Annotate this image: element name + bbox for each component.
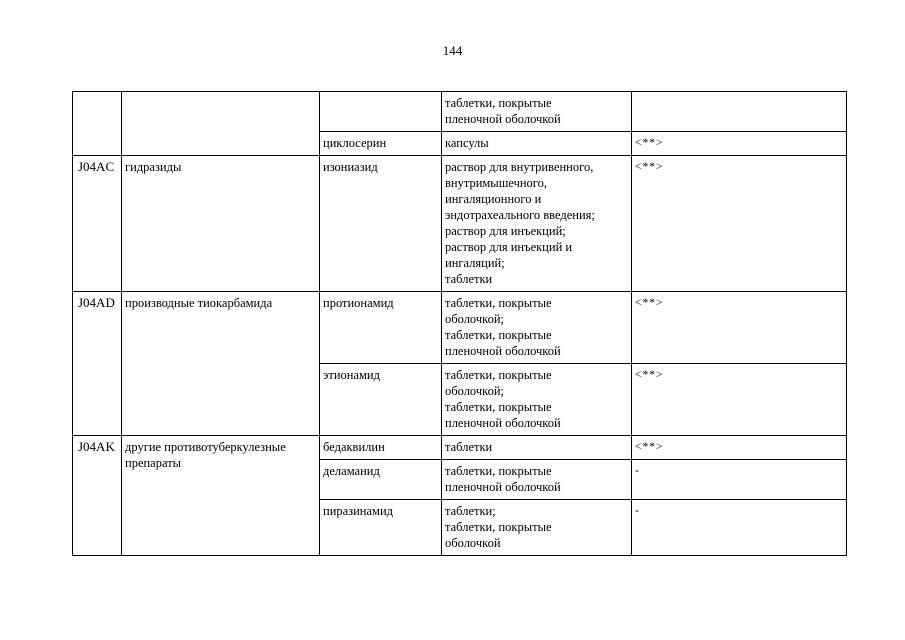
note-cell (632, 92, 847, 132)
dosage-form-line: оболочкой; (445, 312, 504, 326)
drug-name-cell: бедаквилин (320, 436, 442, 460)
dosage-form-line: капсулы (445, 136, 489, 150)
dosage-form-cell (442, 364, 632, 436)
note-cell: - (632, 500, 847, 556)
dosage-form-line: оболочкой (445, 536, 501, 550)
drug-name-cell: циклосерин (320, 132, 442, 156)
dosage-form-line: таблетки, покрытые (445, 400, 552, 414)
dosage-form-line: таблетки (445, 272, 493, 286)
drug-name-cell: изониазид (320, 156, 442, 292)
dosage-form-line: пленочной оболочкой (445, 480, 561, 494)
dosage-form-line: таблетки, покрытые (445, 328, 552, 342)
page-number: 144 (442, 43, 463, 58)
dosage-form-line: пленочной оболочкой (445, 416, 561, 430)
dosage-form-line: таблетки; (445, 504, 496, 518)
dosage-form-line: таблетки, покрытые (445, 368, 552, 382)
atc-code-cell: J04AC (73, 156, 122, 292)
drug-name-cell (320, 92, 442, 132)
drug-group-cell: гидразиды (122, 156, 320, 292)
dosage-form-cell (442, 156, 632, 292)
dosage-form-line: таблетки, покрытые (445, 464, 552, 478)
dosage-form-cell (442, 500, 632, 556)
table-row (73, 292, 847, 364)
drug-name-cell: этионамид (320, 364, 442, 436)
dosage-form-line: раствор для внутривенного, (445, 160, 594, 174)
dosage-form-line: пленочной оболочкой (445, 344, 561, 358)
dosage-form-line: таблетки, покрытые (445, 96, 552, 110)
dosage-form-line: раствор для инъекций и (445, 240, 573, 254)
note-cell: <**> (632, 156, 847, 292)
dosage-form-line: ингаляционного и (445, 192, 542, 206)
drug-group-cell: другие противотуберкулезные препараты (122, 436, 320, 556)
atc-code-cell: J04AK (73, 436, 122, 556)
note-cell: <**> (632, 436, 847, 460)
dosage-form-line: оболочкой; (445, 384, 504, 398)
dosage-form-line: таблетки (445, 440, 493, 454)
drug-name-cell: протионамид (320, 292, 442, 364)
note-cell: <**> (632, 364, 847, 436)
dosage-form-cell (442, 460, 632, 500)
dosage-form-line: внутримышечного, (445, 176, 547, 190)
dosage-form-cell (442, 436, 632, 460)
dosage-form-line: ингаляций; (445, 256, 505, 270)
drug-group-cell (122, 92, 320, 156)
note-cell: <**> (632, 292, 847, 364)
dosage-form-line: таблетки, покрытые (445, 520, 552, 534)
table-row (73, 156, 847, 292)
dosage-form-cell (442, 132, 632, 156)
dosage-form-line: пленочной оболочкой (445, 112, 561, 126)
note-cell: - (632, 460, 847, 500)
note-cell: <**> (632, 132, 847, 156)
dosage-form-line: эндотрахеального введения; (445, 208, 595, 222)
dosage-form-cell (442, 92, 632, 132)
drug-name-cell: пиразинамид (320, 500, 442, 556)
dosage-form-line: таблетки, покрытые (445, 296, 552, 310)
drug-name-cell: деламанид (320, 460, 442, 500)
drug-table (72, 91, 847, 556)
atc-code-cell: J04AD (73, 292, 122, 436)
table-row (73, 92, 847, 132)
drug-group-cell: производные тиокарбамида (122, 292, 320, 436)
table-row (73, 436, 847, 460)
dosage-form-line: раствор для инъекций; (445, 224, 566, 238)
atc-code-cell (73, 92, 122, 156)
dosage-form-cell (442, 292, 632, 364)
